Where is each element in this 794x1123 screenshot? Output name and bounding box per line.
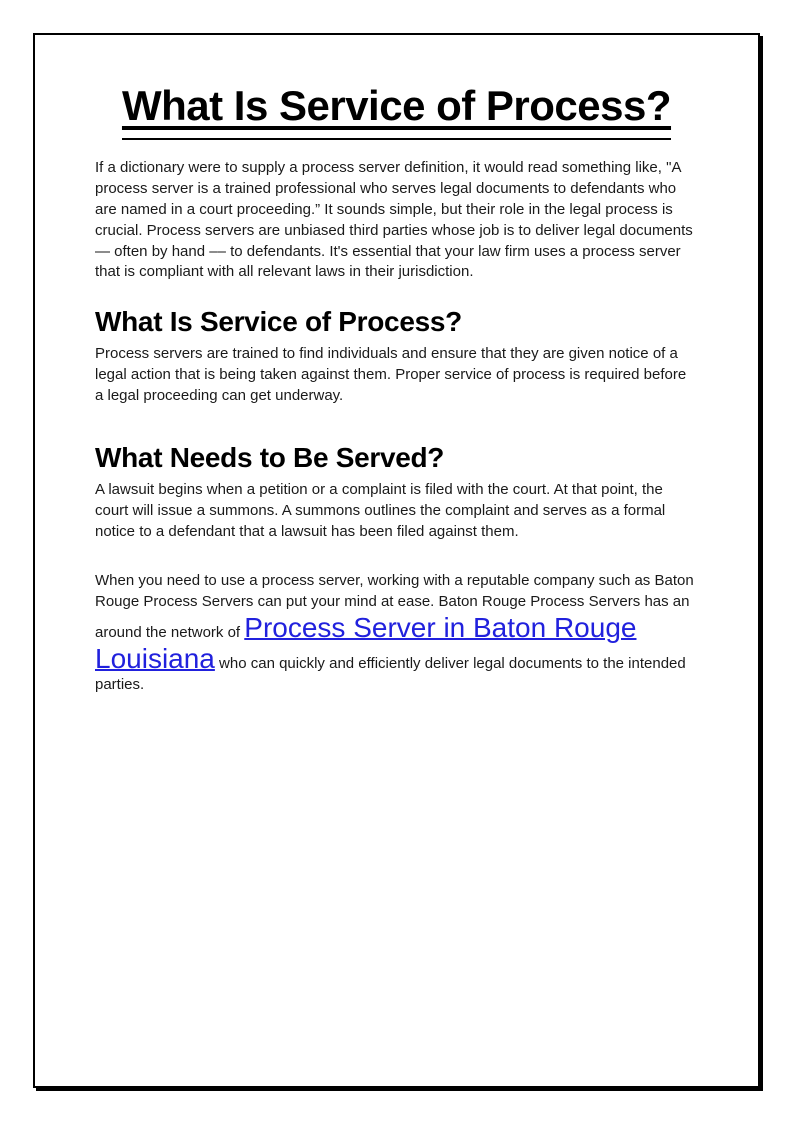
closing-text-before-link: When you need to use a process server, working with a reputable company such as Baton Rouge Process Servers can put your mind at ease. Baton Rouge Process Servers has an around the network of (95, 572, 694, 641)
page-border (33, 33, 760, 1088)
section-body-what-is-service: Process servers are trained to find individuals and ensure that they are given notice of a legal action that is being taken against them. Proper service of process is required before a legal proceeding can get underway. (95, 345, 687, 404)
section-body-what-needs-served: A lawsuit begins when a petition or a complaint is filed with the court. At that point, the court will issue a summons. A summons outlines the complaint and serves as a formal notice to a defendant that a lawsuit has been filed against them. (95, 480, 666, 540)
document-title-text: What Is Service of Process? (122, 82, 671, 140)
closing-paragraph (95, 571, 698, 695)
closing-text-after-link: who can quickly and efficiently deliver legal documents to the intended parties. (95, 654, 686, 693)
document-title (95, 81, 698, 131)
process-server-link[interactable]: Process Server in Baton Rouge Louisiana (95, 611, 637, 674)
intro-paragraph: If a dictionary were to supply a process server definition, it would read something like, "A process server is a trained professional who serves legal documents to defendants who are named in a court proceeding.” It sounds simple, but their role in the legal process is crucial. Process servers are unbiased third parties whose job is to deliver legal documents — often by hand –– to defendants. It's essential that your law firm uses a process server that is compliant with all relevant laws in their jurisdiction. (95, 159, 693, 281)
section-heading-what-needs-served: What Needs to Be Served? (95, 441, 445, 473)
section-heading-what-is-service: What Is Service of Process? (95, 306, 462, 338)
